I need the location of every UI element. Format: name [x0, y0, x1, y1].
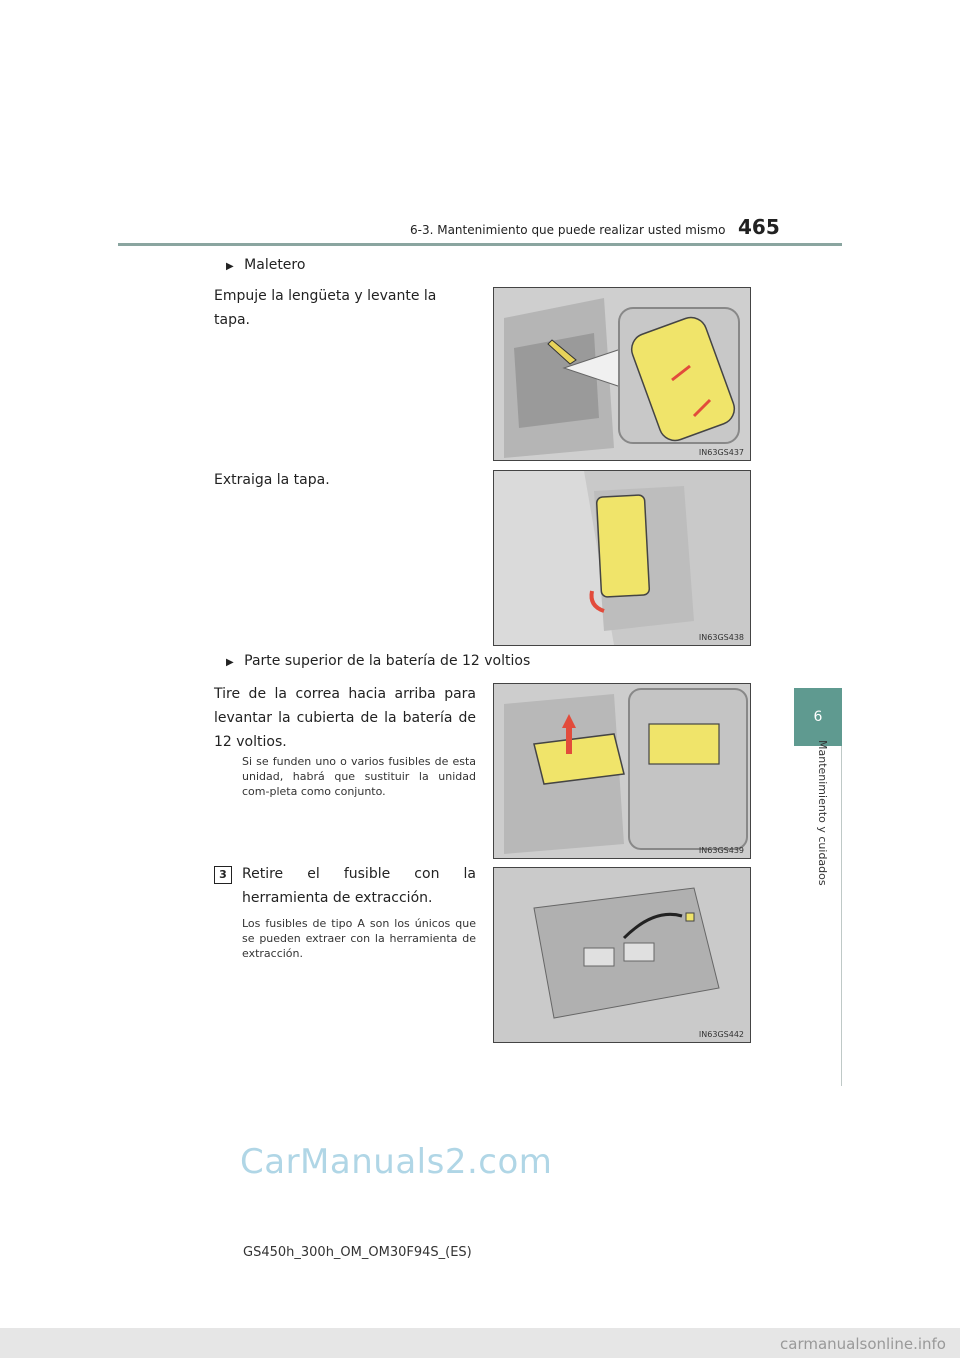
figure-fuse-box [493, 867, 751, 1043]
note-text: Los fusibles de tipo A son los únicos que se pueden extraer con la herramienta de extracción. [242, 917, 476, 960]
chapter-label: Mantenimiento y cuidados [816, 740, 829, 886]
instruction-text: Extraiga la tapa. [214, 472, 330, 488]
figure-code: IN63GS437 [698, 448, 744, 457]
fuse-box-illustration [494, 868, 750, 1042]
document-code: GS450h_300h_OM_OM30F94S_(ES) [243, 1245, 472, 1260]
cover-illustration [494, 471, 750, 645]
instruction-text: Tire de la correa hacia arriba para levantar la cubierta de la batería de 12 voltios. [214, 686, 476, 750]
bottom-banner-text: carmanualsonline.info [780, 1335, 946, 1353]
figure-code: IN63GS439 [698, 846, 744, 855]
header-divider [118, 243, 842, 246]
chapter-tab [794, 688, 842, 746]
note-text: Si se funden uno o varios fusibles de esta unidad, habrá que sustituir la unidad com-pleta como conjunto. [242, 755, 476, 798]
section-header: 6-3. Mantenimiento que puede realizar usted mismo [410, 223, 726, 237]
battery-illustration [494, 684, 750, 858]
bullet-battery-top: ▶ Parte superior de la batería de 12 voltios [226, 653, 531, 669]
instruction-text: Empuje la lengüeta y levante la tapa. [214, 288, 437, 328]
bullet-maletero: ▶ Maletero [226, 257, 306, 273]
triangle-bullet-icon: ▶ [226, 657, 234, 668]
triangle-bullet-icon: ▶ [226, 261, 234, 272]
step-number-badge: 3 [214, 866, 232, 884]
figure-remove-cover [493, 470, 751, 646]
watermark-text: CarManuals2.com [240, 1142, 553, 1182]
page-number: 465 [738, 215, 780, 239]
trunk-illustration [494, 288, 750, 460]
figure-code: IN63GS442 [698, 1030, 744, 1039]
chapter-number: 6 [813, 709, 823, 725]
tab-divider [841, 746, 842, 1086]
figure-trunk-cover [493, 287, 751, 461]
instruction-text: Retire el fusible con la herramienta de extracción. [242, 866, 476, 906]
figure-battery-cover [493, 683, 751, 859]
figure-code: IN63GS438 [698, 633, 744, 642]
